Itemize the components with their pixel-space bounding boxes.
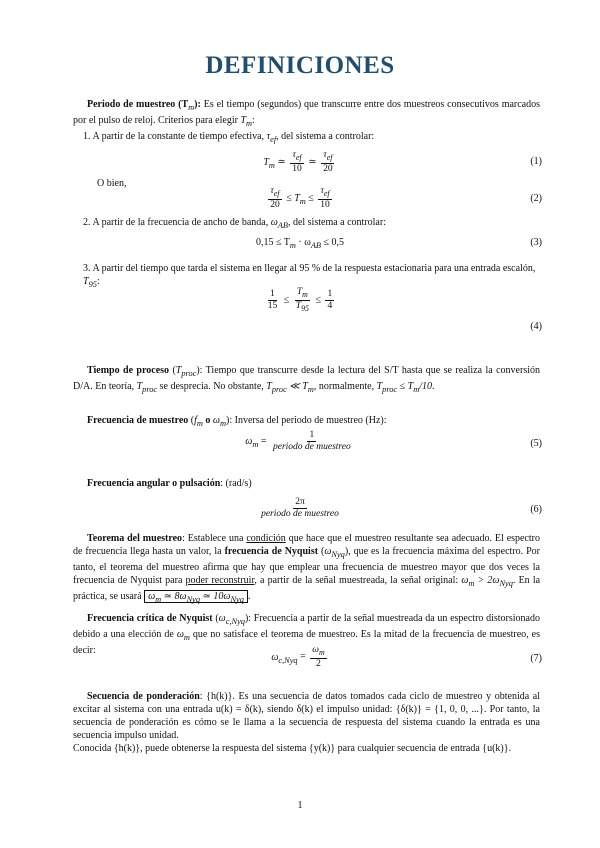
periodo-paragraph xyxy=(73,98,540,130)
equation-4: $\frac{1}{15}$ ≤ $\frac{T_m}{T_{95}}$ ≤ $\frac{1}{4}$ xyxy=(267,287,333,313)
teorema-boxed-rule: $\omega_m$ ≃ $8\omega_{Nyq}$ ≃ $10\omega_{Nyq}$ xyxy=(144,590,248,603)
critica-text: ): Frecuencia a partir de la señal muestreada da un espectro distorsionado debido a una elección de xyxy=(73,613,540,640)
list-item: 2. A partir de la frecuencia de ancho de banda, $\omega_{AB}$, del sistema a controlar: xyxy=(83,217,386,230)
proceso-text-a: ): Tiempo que transcurre desde la lectura del S/T hasta que se realiza la conversión D/A. En teoría, xyxy=(73,365,540,392)
frecuencia-denominator: periodo de muestreo xyxy=(272,442,351,452)
equation-number: (5) xyxy=(530,438,542,449)
periodo-term: Periodo de muestreo (T xyxy=(87,99,189,110)
secuencia-paragraph-2: Conocida {h(k)}, puede obtenerse la respuesta del sistema {y(k)} para cualquier secuencia de entrada {u(k)}. xyxy=(73,743,512,754)
proceso-text-d: . xyxy=(432,381,435,392)
secuencia-t1: : {h(k)}. Es una secuencia de datos tomados cada ciclo de muestreo y obtenida al excitar al sistema con una entrada u(k) = δ(k), siendo δ(k) el impulso unidad: {δ(k)} = {1, 0, 0, ...}. Por tanto, la secuencia de ponderación es cómo se le llama a la secuencia de respuesta del sistema cuando la entrada es una secuencia impulso unidad. xyxy=(73,691,540,741)
equation-number: (1) xyxy=(530,156,542,167)
equation-5: $\omega_m$ = $\frac{1}{\text{periodo de muestreo}}$ xyxy=(245,430,351,452)
item-text-end: : xyxy=(96,276,100,287)
eq3-a: 0,15 ≤ T xyxy=(255,237,290,248)
teorema-underline-2: poder reconstruir xyxy=(185,575,255,586)
teorema-term: Teorema del muestreo xyxy=(87,533,183,544)
teorema-t1: : Establece una xyxy=(182,533,244,544)
frecuencia-text: ): Inversa del periodo de muestreo (Hz): xyxy=(226,415,387,426)
equation-3: $0,15 \le T_m \cdot \omega_{AB} \le 0,5$ xyxy=(255,237,345,250)
equation-number: (3) xyxy=(530,237,542,248)
equation-number: (7) xyxy=(530,653,542,664)
frecuencia-paragraph: Frecuencia de muestreo ($f_m$ o $\omega_m$): Inversa del periodo de muestreo (Hz): xyxy=(87,415,387,428)
equation-number: (4) xyxy=(530,321,542,332)
periodo-term-sub: m xyxy=(188,103,195,112)
teorema-t4: , a partir de la señal muestreada, la señal original: xyxy=(254,575,459,586)
obien-text: O bien, xyxy=(97,178,127,189)
periodo-text: Es el tiempo (segundos) que transcurre entre dos muestreos consecutivos marcados por el pulso de reloj. Criterios para elegir xyxy=(73,99,541,126)
item-label: 3. xyxy=(83,263,91,274)
frecuencia-term: Frecuencia de muestreo xyxy=(87,415,189,426)
angular-denominator: periodo de muestreo xyxy=(261,509,339,519)
critica-paragraph: Frecuencia crítica de Nyquist $(\omega_{c,Nyq})$: Frecuencia a partir de la señal muestreada da un espectro distorsionado debido a una elección de $\omega_m$ que no satisface el teorema de muestreo. Es la mitad de la frecuencia de muestreo, es decir: xyxy=(73,613,540,656)
teorema-t3: ), que es la frecuencia máxima del espectro. Por tanto, el teorema del muestreo afirma que hay que emplear una frecuencia de muestreo mayor que dos veces la frecuencia de Nyquist para xyxy=(73,546,540,586)
item-text-end: , del sistema a controlar: xyxy=(287,217,386,228)
proceso-text-c: , normalmente, xyxy=(313,381,375,392)
equation-6 xyxy=(0,497,600,520)
teorema-paragraph: Teorema del muestreo: Establece una condición que hace que el muestreo resultante sea adecuado. El espectro de frecuencia llega hasta un valor, la frecuencia de Nyquist $(\omega_{Nyq})$, que es la frecuencia máxima del espectro. Por tanto, el teorema del muestreo afirma que hay que emplear una frecuencia de muestreo mayor que dos veces la frecuencia de Nyquist para poder reconstruir, a partir de la señal muestreada, la señal original: $\omega_m > 2\omega_{Nyq}$. En la práctica, se usará $\omega_m$ ≃ $8\omega_{Nyq}$ ≃ $10\omega_{Nyq}$ . xyxy=(73,533,541,604)
item-text: A partir de la constante de tiempo efectiva, xyxy=(92,131,265,142)
angular-numerator: 2π xyxy=(295,497,305,507)
periodo-term-close: ): xyxy=(194,99,201,110)
item-text: A partir de la frecuencia de ancho de banda, xyxy=(92,217,269,228)
teorema-t5: . En la práctica, se usará xyxy=(73,575,541,602)
angular-paragraph xyxy=(73,477,540,490)
equation-1: $T_m$ ≃ $\frac{\tau_{ef}}{10}$ ≃ $\frac{\tau_{ef}}{20}$ xyxy=(263,150,333,174)
periodo-text-end: : xyxy=(252,115,255,126)
secuencia-term: Secuencia de ponderación xyxy=(87,691,200,702)
eq3-b: · ω xyxy=(295,237,311,248)
page-number: 1 xyxy=(297,800,303,811)
item-text-end: , del sistema a controlar: xyxy=(276,131,375,142)
equation-2: $\frac{\tau_{ef}}{20}$ ≤ $T_m$ ≤ $\frac{\tau_{ef}}{10}$ xyxy=(270,186,330,210)
teorema-underline-1: condición xyxy=(246,533,286,544)
list-item: 1. A partir de la constante de tiempo efectiva, $\tau_{ef}$, del sistema a controlar: xyxy=(83,131,375,144)
proceso-term: Tiempo de proceso xyxy=(87,365,170,376)
page-title: DEFINICIONES xyxy=(205,52,395,79)
critica-text2: que no satisface el teorema de muestreo. Es la mitad de la frecuencia de muestreo, es decir: xyxy=(73,629,540,656)
periodo-var: $T_m$ xyxy=(240,115,253,128)
angular-text: : (rad/s) xyxy=(220,478,252,489)
equation-7: $\omega_{c,Nyq}$ = $\frac{\omega_m}{2}$ xyxy=(271,645,325,669)
eq3-c: ≤ 0,5 xyxy=(321,237,345,248)
teorema-t2: que hace que el muestreo resultante sea adecuado. El espectro de frecuencia llega hasta un valor, la xyxy=(73,533,541,557)
proceso-paragraph: Tiempo de proceso $(T_{proc})$: Tiempo que transcurre desde la lectura del S/T hasta que se realiza la conversión D/A. En teoría, $T_{proc}$ se desprecia. No obstante, $T_{proc}$ ≪ $T_m$, normalmente, $T_{proc} \le T_m/10$. xyxy=(73,365,540,394)
item-label: 1. xyxy=(83,131,91,142)
critica-term: Frecuencia crítica de Nyquist xyxy=(87,613,213,624)
teorema-nyquist: frecuencia de Nyquist xyxy=(224,546,319,557)
proceso-text-b: se desprecia. No obstante, xyxy=(159,381,264,392)
item-label: 2. xyxy=(83,217,91,228)
list-item: 3. A partir del tiempo que tarda el sistema en llegar al 95 % de la respuesta estacionaria para una entrada escalón, $T_{95}$: xyxy=(83,263,536,289)
secuencia-paragraph xyxy=(73,690,540,742)
item-text: A partir del tiempo que tarda el sistema en llegar al 95 % de la respuesta estacionaria para una entrada escalón, xyxy=(92,263,536,274)
angular-term: Frecuencia angular o pulsación xyxy=(87,478,221,489)
equation-number: (2) xyxy=(530,193,542,204)
equation-number: (6) xyxy=(530,504,542,515)
